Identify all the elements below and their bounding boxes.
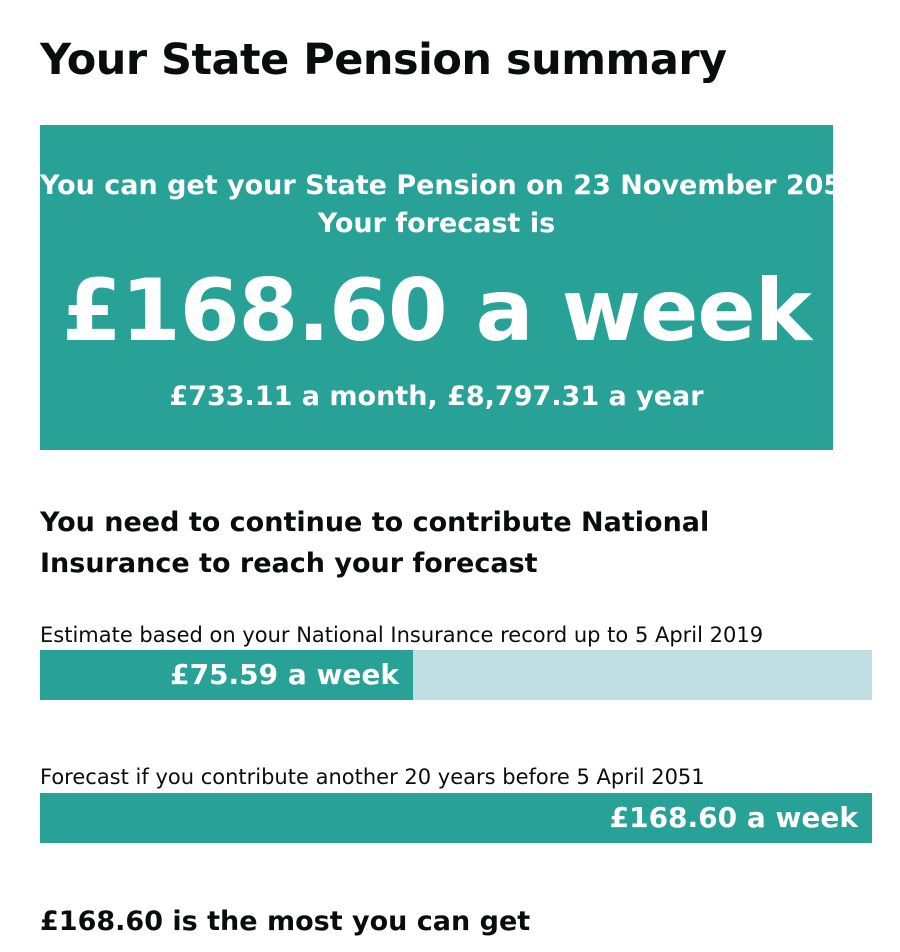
forecast-panel bbox=[40, 125, 872, 450]
forecast-intro-text: Your forecast is bbox=[317, 208, 556, 239]
contribution-heading: You need to continue to contribute National Insurance to reach your forecast bbox=[40, 507, 710, 579]
current-estimate-caption: Estimate based on your National Insurance record up to 5 April 2019 bbox=[40, 623, 764, 647]
current-estimate-bar-fill bbox=[40, 650, 413, 700]
monthly-yearly-breakdown: £733.11 a month, £8,797.31 a year bbox=[169, 381, 704, 412]
weekly-forecast-amount: £168.60 a week bbox=[62, 261, 811, 361]
maximum-amount-heading: £168.60 is the most you can get bbox=[40, 906, 531, 937]
current-estimate-bar bbox=[40, 650, 872, 700]
pension-date-text: You can get your State Pension on 23 November 2051. bbox=[40, 170, 872, 201]
page-title: Your State Pension summary bbox=[40, 35, 727, 85]
current-estimate-label: £75.59 a week bbox=[170, 658, 400, 691]
forecast-label: £168.60 a week bbox=[609, 801, 858, 834]
forecast-caption: Forecast if you contribute another 20 years before 5 April 2051 bbox=[40, 765, 705, 789]
forecast-bar bbox=[40, 793, 872, 843]
forecast-bar-fill bbox=[40, 793, 872, 843]
